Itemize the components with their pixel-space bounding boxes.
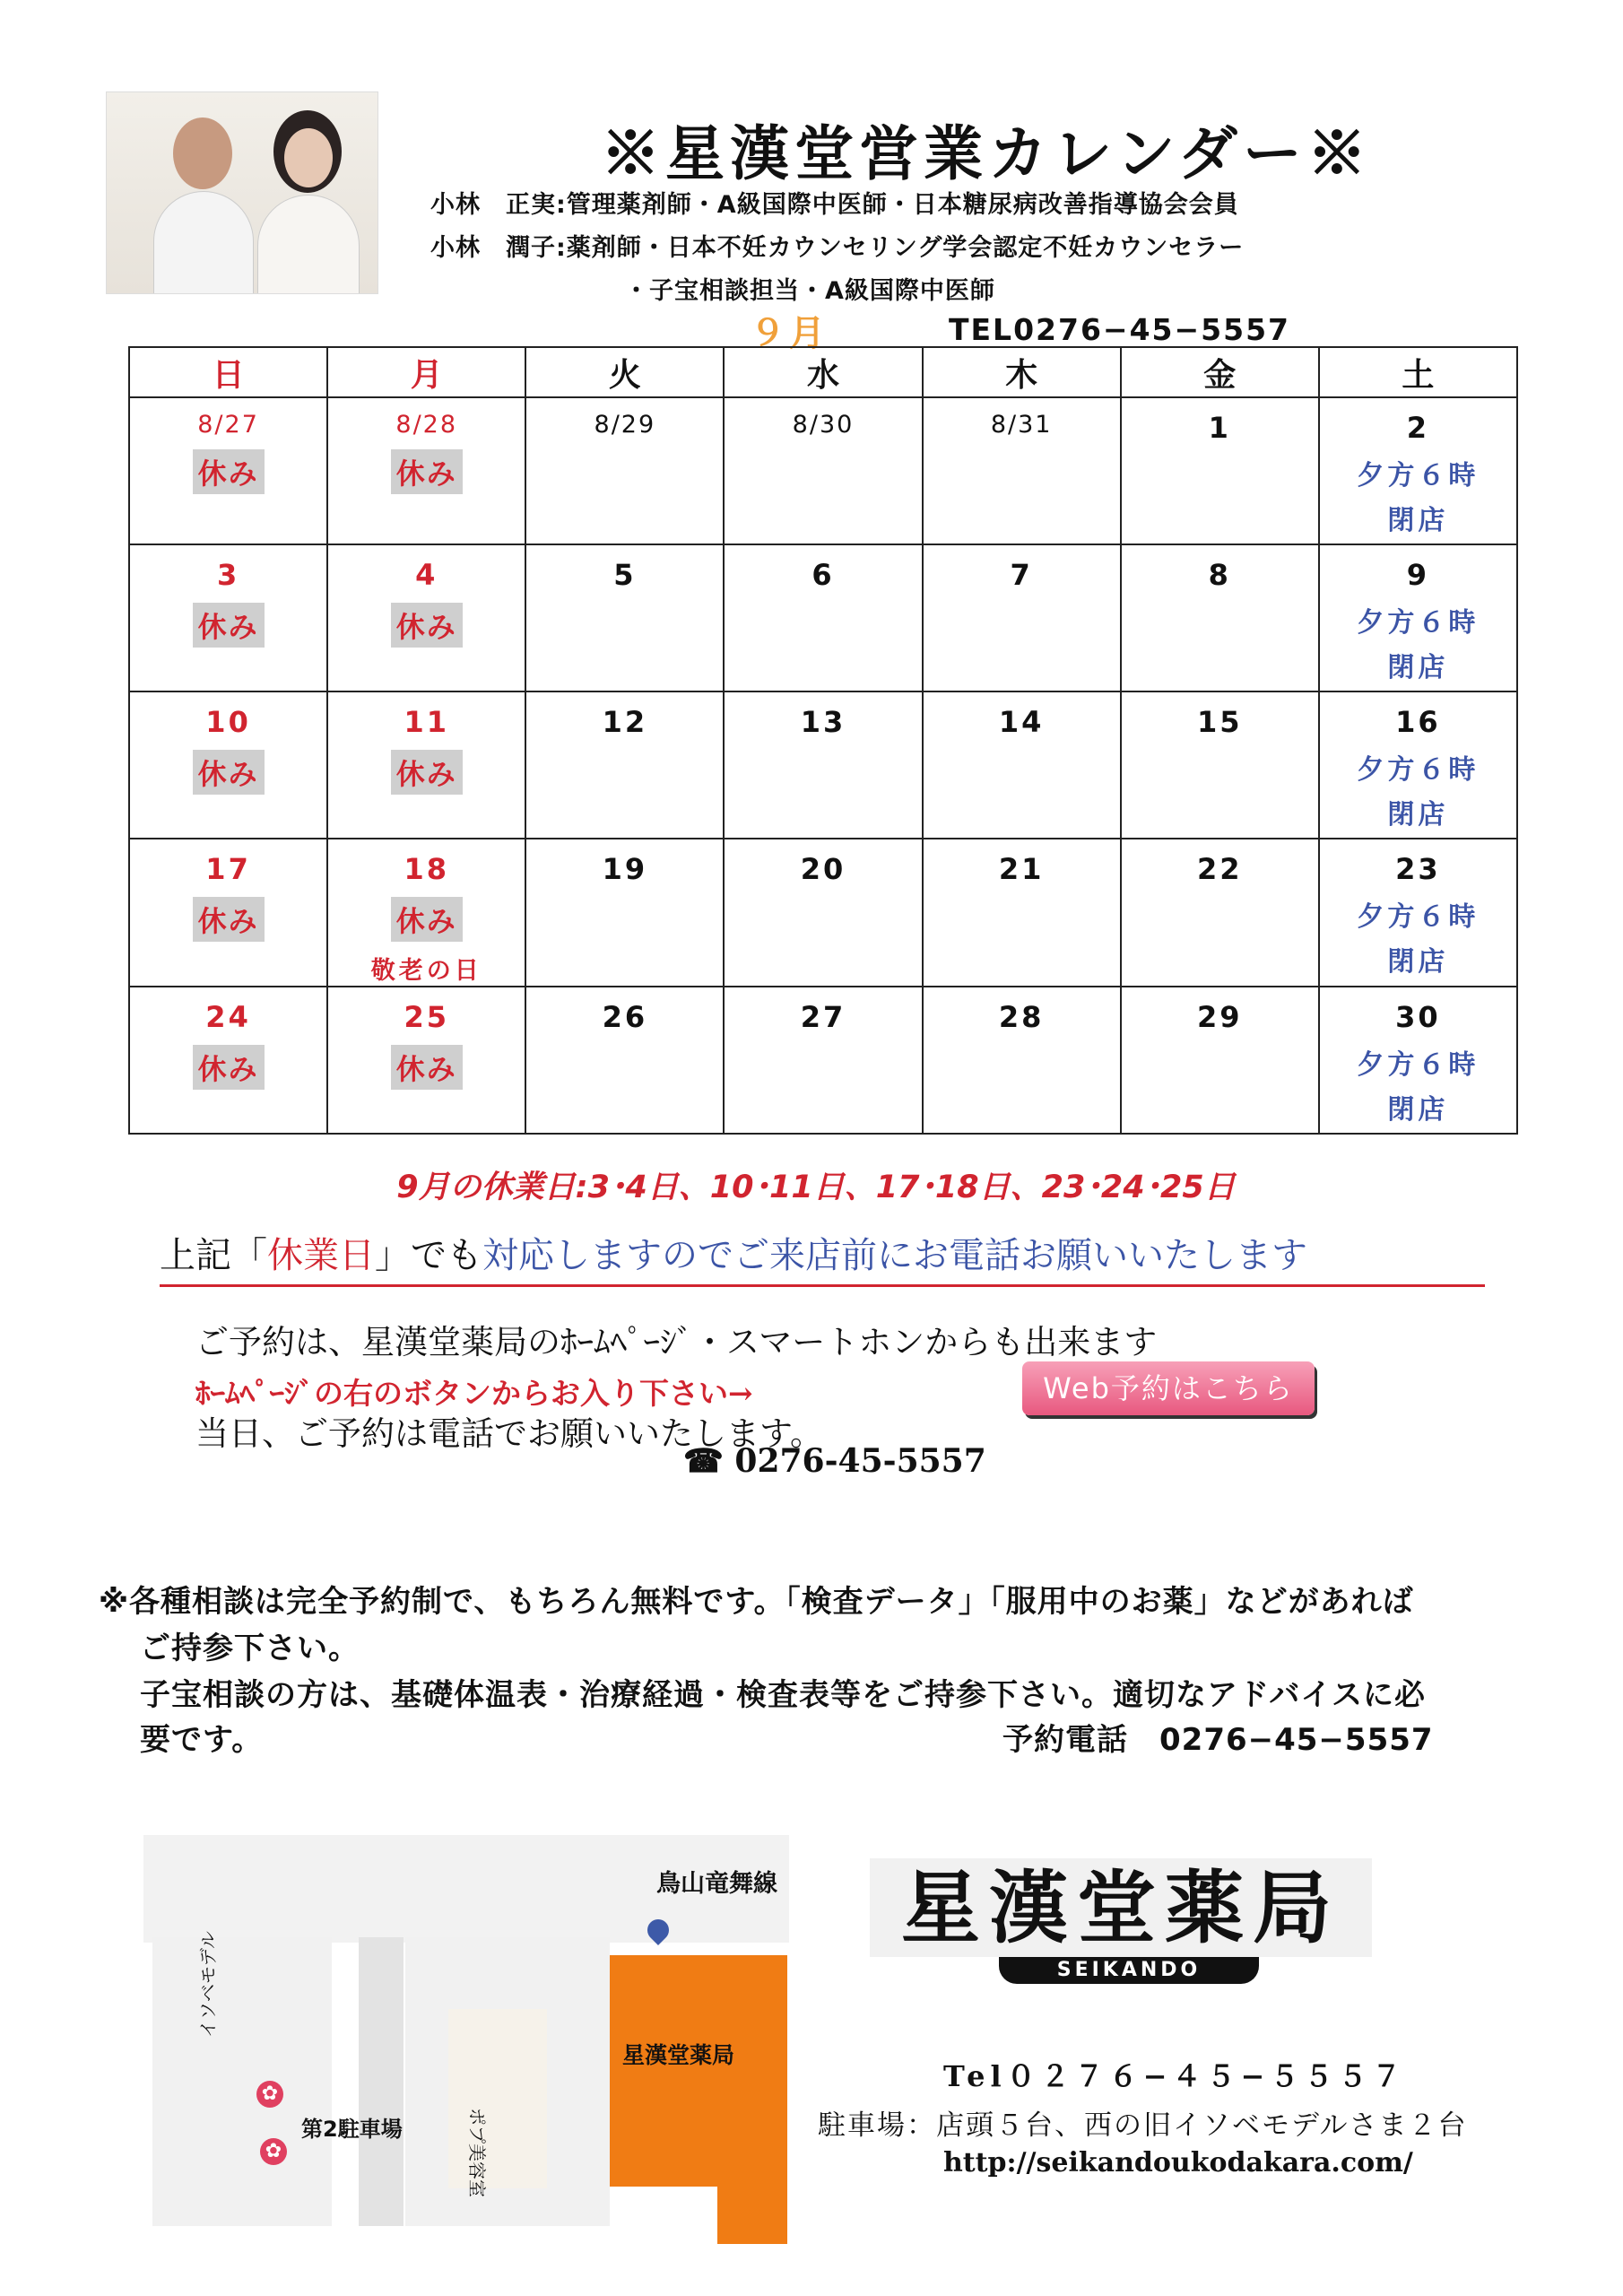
map-parking-label: 第2駐車場 [301, 2117, 403, 2142]
calendar-day [1319, 397, 1517, 544]
staff-role: ・子宝相談担当・A級国際中医師 [624, 277, 995, 305]
map-motel-label: イソベモデル [197, 1931, 219, 2038]
calendar-day [129, 397, 327, 544]
day-number: 8/27 [197, 411, 259, 439]
evening-close-note [1320, 601, 1516, 691]
calendar-day [525, 544, 724, 691]
calendar-day [923, 987, 1121, 1134]
calendar-day [724, 839, 922, 987]
weekday-wed: 水 [724, 347, 922, 397]
consult-line-2: ご持参下さい。 [140, 1631, 360, 1666]
day-number: 3 [216, 558, 240, 592]
calendar-day [129, 544, 327, 691]
day-number: 4 [415, 558, 438, 592]
calendar-day [1121, 397, 1319, 544]
evening-note-line1: 夕方６時 [1357, 1049, 1480, 1081]
day-number: 24 [205, 1000, 251, 1034]
calendar-day [129, 839, 327, 987]
weekday-header-row [129, 347, 1517, 397]
calendar-day [327, 691, 525, 839]
map-shop-building [610, 1955, 787, 2187]
weekday-thu: 木 [923, 347, 1121, 397]
calendar-day [724, 987, 922, 1134]
calendar-day [525, 397, 724, 544]
calendar-week [129, 691, 1517, 839]
month-label: ９月 [750, 312, 829, 354]
day-number: 17 [205, 852, 251, 886]
evening-note-line1: 夕方６時 [1357, 901, 1480, 933]
calendar-day [923, 397, 1121, 544]
notice-message: 対応しますのでご来店前にお電話お願いいたします [482, 1235, 1307, 1276]
day-number: 20 [800, 852, 846, 886]
parking-star-icon: ✿ [256, 2081, 283, 2108]
day-number: 12 [602, 705, 648, 739]
calendar-day [1319, 691, 1517, 839]
staff-name: 小林 正実 [430, 191, 556, 219]
evening-close-note [1320, 748, 1516, 838]
evening-note-line2: 閉店 [1387, 799, 1449, 831]
calendar-day [1319, 839, 1517, 987]
holiday-label: 敬老の日 [370, 957, 482, 985]
closed-days-summary: 9月の休業日:3･4日、10･11日、17･18日、23･24･25日 [396, 1170, 1236, 1205]
day-number: 26 [602, 1000, 648, 1034]
evening-close-note [1320, 895, 1516, 985]
staff-name: 小林 潤子 [430, 234, 556, 262]
consult-phone: 予約電話 0276−45−5557 [1002, 1722, 1434, 1758]
weekday-fri: 金 [1121, 347, 1319, 397]
booking-line-2: ﾎｰﾑﾍﾟｰｼﾞの右のボタンからお入り下さい→ [195, 1376, 753, 1411]
map-shop-label: 星漢堂薬局 [622, 2042, 735, 2068]
evening-note-line2: 閉店 [1387, 505, 1449, 536]
staff-line-3 [624, 271, 995, 306]
evening-note-line2: 閉店 [1387, 652, 1449, 683]
evening-note-line1: 夕方６時 [1357, 460, 1480, 491]
closed-badge: 休み [391, 897, 463, 942]
map-road-vertical [359, 1937, 404, 2226]
closed-badge: 休み [391, 603, 463, 648]
calendar-week [129, 839, 1517, 987]
evening-note-line2: 閉店 [1387, 946, 1449, 978]
closed-badge: 休み [193, 603, 265, 648]
calendar-day [525, 691, 724, 839]
day-number: 16 [1395, 705, 1441, 739]
day-number: 14 [998, 705, 1045, 739]
day-number: 28 [998, 1000, 1045, 1034]
phone-notice [160, 1227, 1485, 1287]
map-salon-label: ポプ美容室 [466, 2108, 488, 2197]
day-number: 8/29 [594, 411, 656, 439]
shop-logo: 星漢堂薬局 [870, 1858, 1372, 1957]
person-left [153, 92, 252, 293]
calendar-day [327, 839, 525, 987]
parking-star-icon: ✿ [260, 2138, 287, 2165]
weekday-sun: 日 [129, 347, 327, 397]
calendar-day [1121, 987, 1319, 1134]
day-number: 9 [1406, 558, 1430, 592]
day-number: 23 [1395, 852, 1441, 886]
map-block-motel [152, 1937, 332, 2226]
weekday-mon: 月 [327, 347, 525, 397]
calendar-week [129, 544, 1517, 691]
calendar-day [525, 987, 724, 1134]
staff-line-2 [430, 228, 1244, 263]
calendar-day [1319, 544, 1517, 691]
header-phone: TEL0276−45−5557 [949, 312, 1290, 347]
day-number: 1 [1208, 411, 1231, 445]
footer-url[interactable]: http://seikandoukodakara.com/ [943, 2147, 1413, 2179]
notice-holiday-word: 休業日 [267, 1235, 375, 1276]
evening-note-line1: 夕方６時 [1357, 754, 1480, 786]
map-shop-annex [717, 2187, 787, 2244]
day-number: 8/28 [395, 411, 458, 439]
calendar-day [129, 691, 327, 839]
closed-badge: 休み [391, 449, 463, 494]
calendar-day [724, 397, 922, 544]
calendar-day [923, 691, 1121, 839]
web-reservation-button[interactable]: Web予約はこちら [1022, 1361, 1315, 1415]
booking-phone [683, 1442, 986, 1480]
calendar-day [923, 544, 1121, 691]
day-number: 29 [1197, 1000, 1243, 1034]
staff-role: :管理薬剤師・A級国際中医師・日本糖尿病改善指導協会会員 [556, 191, 1239, 219]
calendar-day [327, 397, 525, 544]
closed-badge: 休み [391, 1045, 463, 1090]
calendar-day [525, 839, 724, 987]
person-right [257, 92, 358, 293]
day-number: 11 [404, 705, 449, 739]
day-number: 25 [404, 1000, 449, 1034]
calendar-day [1319, 987, 1517, 1134]
staff-line-1 [430, 185, 1239, 220]
day-number: 8/31 [990, 411, 1053, 439]
consult-line-1: ※各種相談は完全予約制で、もちろん無料です。「検査データ」「服用中のお薬」などがあれば [99, 1584, 1414, 1620]
consult-line-3: 子宝相談の方は、基礎体温表・治療経過・検査表等をご持参下さい。適切なアドバイスに必 [140, 1677, 1426, 1713]
staff-photo [106, 91, 378, 294]
day-number: 19 [602, 852, 648, 886]
day-number: 22 [1197, 852, 1243, 886]
calendar-day [1121, 691, 1319, 839]
closed-badge: 休み [193, 449, 265, 494]
day-number: 21 [998, 852, 1045, 886]
footer-phone: Tel０２７６−４５−５５５７ [943, 2059, 1407, 2093]
day-number: 15 [1197, 705, 1243, 739]
evening-note-line1: 夕方６時 [1357, 607, 1480, 639]
evening-note-line2: 閉店 [1387, 1094, 1449, 1126]
calendar-week [129, 987, 1517, 1134]
day-number: 13 [800, 705, 846, 739]
day-number: 6 [812, 558, 835, 592]
booking-phone-number: 0276-45-5557 [734, 1442, 986, 1480]
phone-icon: ☎ [683, 1442, 724, 1480]
evening-close-note [1320, 1043, 1516, 1133]
closed-badge: 休み [193, 1045, 265, 1090]
day-number: 5 [613, 558, 637, 592]
map-salon-building [448, 2009, 547, 2188]
day-number: 8/30 [792, 411, 855, 439]
footer-parking: 駐車場：店頭５台、西の旧イソベモデルさま２台 [818, 2109, 1468, 2142]
closed-badge: 休み [193, 750, 265, 795]
calendar-day [923, 839, 1121, 987]
closed-badge: 休み [391, 750, 463, 795]
shop-logo-sub: SEIKANDO [999, 1957, 1259, 1984]
page-title: ※星漢堂営業カレンダー※ [601, 118, 1372, 188]
calendar-day [129, 987, 327, 1134]
evening-close-note [1320, 454, 1516, 544]
notice-part: 」でも [375, 1235, 482, 1276]
booking-line-1: ご予約は、星漢堂薬局のﾎｰﾑﾍﾟｰｼﾞ・スマートホンからも出来ます [195, 1323, 1158, 1361]
day-number: 30 [1395, 1000, 1441, 1034]
calendar-day [327, 544, 525, 691]
consult-line-4: 要です。 [140, 1722, 264, 1758]
day-number: 2 [1406, 411, 1430, 445]
calendar-week [129, 397, 1517, 544]
calendar-day [1121, 544, 1319, 691]
calendar-day [724, 544, 922, 691]
day-number: 8 [1208, 558, 1231, 592]
staff-role: :薬剤師・日本不妊カウンセリング学会認定不妊カウンセラー [556, 234, 1245, 262]
booking-line-3: 当日、ご予約は電話でお願いいたします。 [195, 1414, 824, 1453]
day-number: 7 [1010, 558, 1033, 592]
day-number: 10 [205, 705, 251, 739]
calendar-day [724, 691, 922, 839]
weekday-tue: 火 [525, 347, 724, 397]
day-number: 18 [404, 852, 449, 886]
closed-badge: 休み [193, 897, 265, 942]
map-road-label: 鳥山竜舞線 [656, 1870, 777, 1898]
weekday-sat: 土 [1319, 347, 1517, 397]
business-calendar [128, 346, 1518, 1135]
day-number: 27 [800, 1000, 846, 1034]
notice-part: 上記「 [160, 1235, 267, 1276]
calendar-day [1121, 839, 1319, 987]
calendar-day [327, 987, 525, 1134]
